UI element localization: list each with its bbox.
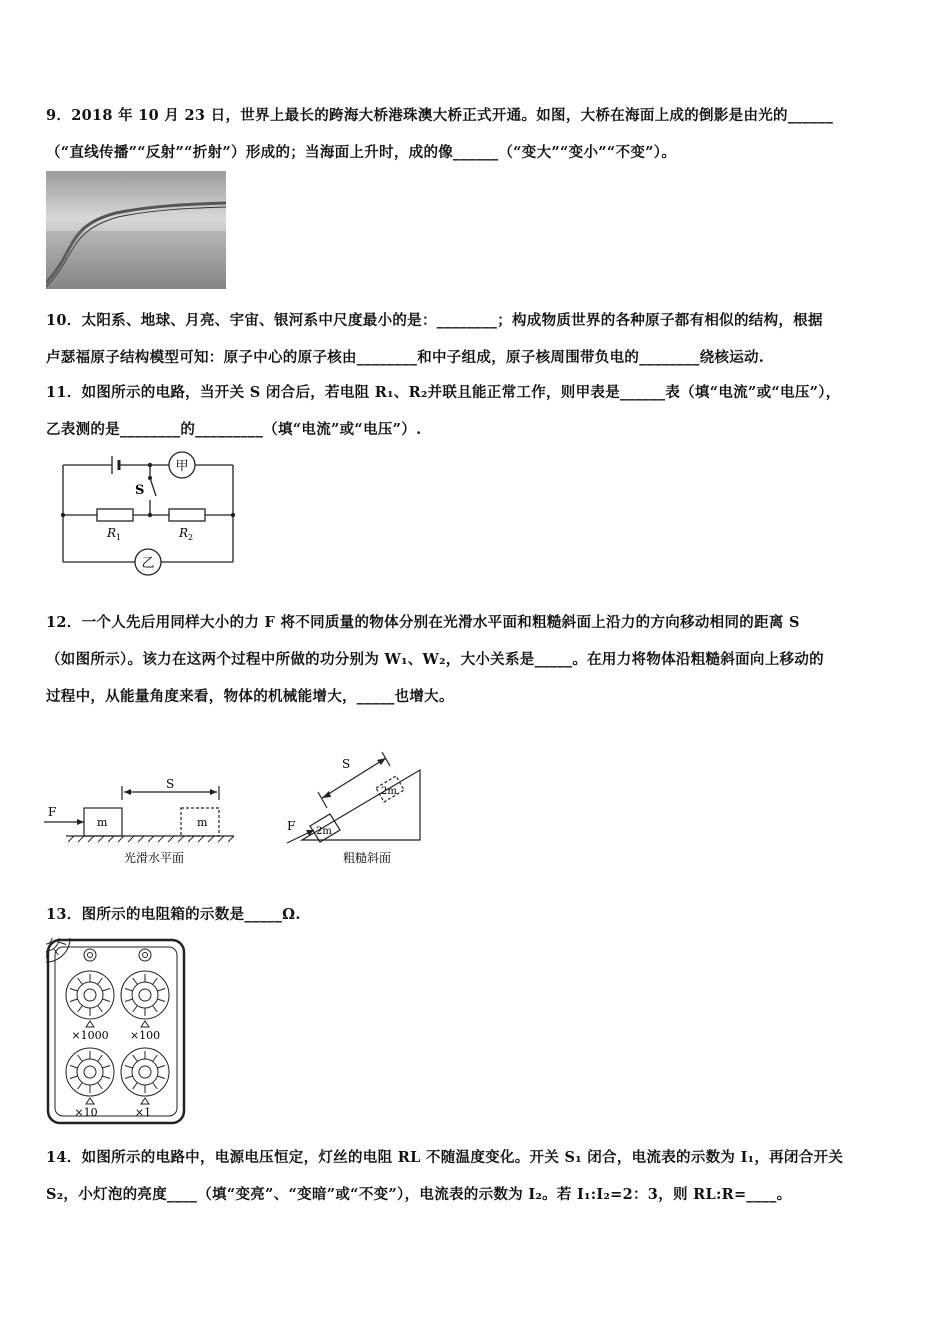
caption-right: 粗糙斜面	[342, 851, 392, 865]
q12-line-1: 12．一个人先后用同样大小的力 F 将不同质量的物体分别在光滑水平面和粗糙斜面上沿力的方向移动相同的距离 S	[46, 614, 800, 631]
r2-subscript: 2	[188, 533, 194, 542]
q11-line-2: 乙表测的是________的_________（填“电流”或“电压”）.	[46, 421, 422, 438]
dial-label-1000: ×1000	[71, 1029, 109, 1042]
block-label-right: 2m	[316, 826, 332, 837]
horizontal-plane-figure	[44, 770, 244, 870]
q13-line-1: 13．图所示的电阻箱的示数是_____Ω.	[46, 906, 301, 923]
block-label-left: m	[97, 816, 108, 829]
r1-label: R	[107, 526, 117, 540]
dial-label-1: ×1	[134, 1106, 152, 1119]
q10-line-2: 卢瑟福原子结构模型可知：原子中心的原子核由________和中子组成，原子核周围带负电的________绕核运动.	[46, 349, 765, 366]
circuit-diagram	[55, 450, 245, 580]
dial-label-10: ×10	[74, 1106, 98, 1119]
q14-line-1: 14．如图所示的电路中，电源电压恒定，灯丝的电阻 RL 不随温度变化。开关 S₁ 闭合，电流表的示数为 I₁，再闭合开关	[46, 1149, 844, 1166]
block-label-left-moved: m	[197, 816, 208, 829]
distance-label-right: S	[342, 757, 351, 771]
caption-left: 光滑水平面	[123, 851, 185, 865]
force-label-left: F	[48, 805, 57, 819]
dial-label-100: ×100	[129, 1029, 161, 1042]
q9-line-1: 9．2018 年 10 月 23 日，世界上最长的跨海大桥港珠澳大桥正式开通。如图，大桥在海面上成的倒影是由光的______	[46, 107, 834, 124]
q12-line-2: （如图所示）。该力在这两个过程中所做的功分别为 W₁、W₂，大小关系是_____。在用力将物体沿粗糙斜面向上移动的	[46, 651, 824, 668]
block-label-right-moved: 2m	[381, 786, 397, 797]
q12-line-3: 过程中，从能量角度来看，物体的机械能增大，_____也增大。	[46, 688, 454, 705]
distance-label-left: S	[166, 777, 175, 791]
resistance-box-figure	[46, 938, 186, 1125]
force-label-right: F	[287, 819, 296, 833]
switch-label: S	[135, 483, 145, 498]
meter-a-label: 甲	[175, 459, 189, 474]
meter-b-label: 乙	[141, 556, 155, 571]
incline-plane-figure	[282, 738, 432, 870]
q9-line-2: （“直线传播”“反射”“折射”）形成的；当海面上升时，成的像______（“变大”“变小”“不变”）。	[46, 144, 677, 161]
q10-line-1: 10．太阳系、地球、月亮、宇宙、银河系中尺度最小的是：________；构成物质世界的各种原子都有相似的结构，根据	[46, 312, 823, 329]
r1-subscript: 1	[116, 533, 122, 542]
r2-label: R	[179, 526, 189, 540]
q14-line-2: S₂，小灯泡的亮度____（填“变亮”、“变暗”或“不变”），电流表的示数为 I₂。若 I₁:I₂=2：3，则 RL:R=____。	[46, 1186, 792, 1203]
bridge-photo	[46, 171, 226, 289]
q11-line-1: 11．如图所示的电路，当开关 S 闭合后，若电阻 R₁、R₂并联且能正常工作，则甲表是______表（填“电流”或“电压”），	[46, 384, 841, 401]
